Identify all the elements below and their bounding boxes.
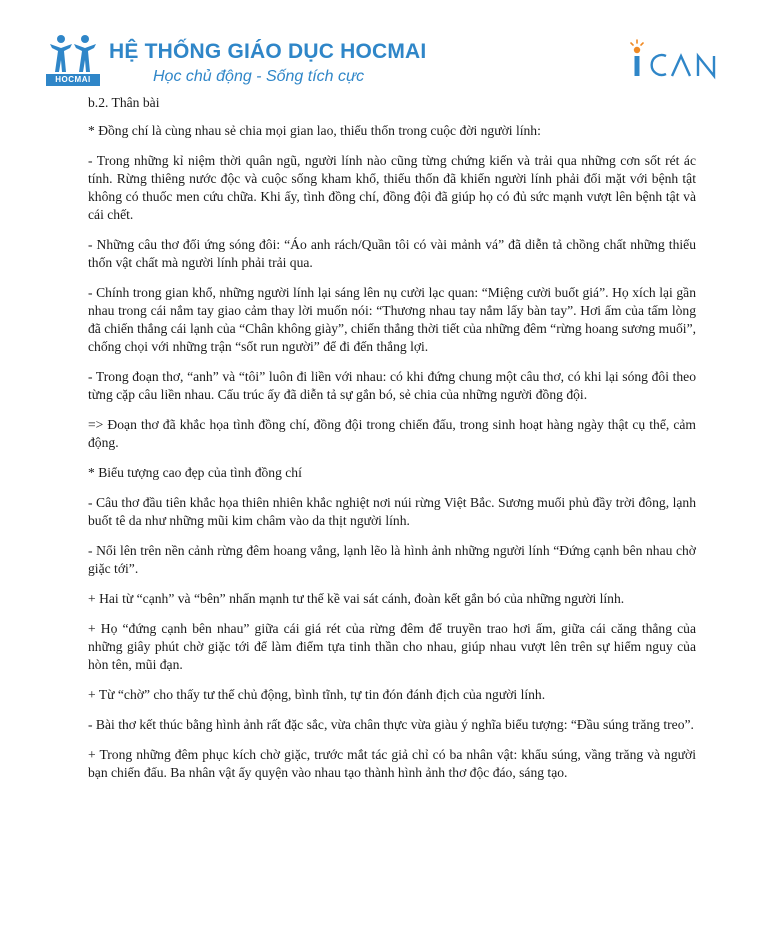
paragraph: - Câu thơ đầu tiên khắc họa thiên nhiên khắc nghiệt nơi núi rừng Việt Bắc. Sương muối phủ đầy trời đông, lạnh buốt tê da như những mũi kim châm vào da thịt người lính. xyxy=(88,495,696,528)
brand-slogan: Học chủ động - Sống tích cực xyxy=(153,68,365,85)
page-header xyxy=(0,0,780,92)
hocmai-logo xyxy=(46,34,102,86)
paragraph: * Biểu tượng cao đẹp của tình đồng chí xyxy=(88,465,302,480)
section-heading: b.2. Thân bài xyxy=(88,95,160,110)
paragraph: + Trong những đêm phục kích chờ giặc, trước mắt tác giả chỉ có ba nhân vật: khẩu súng, vầng trăng và người bạn chiến đấu. Ba nhân vật ấy quyện vào nhau tạo thành hình ảnh thơ độc đáo, sáng tạo. xyxy=(88,747,696,780)
hocmai-logo-label: HOCMAI xyxy=(46,74,100,86)
paragraph: + Từ “chờ” cho thấy tư thế chủ động, bình tĩnh, tự tin đón đánh địch của người lính. xyxy=(88,687,546,702)
paragraph: - Bài thơ kết thúc bằng hình ảnh rất đặc sắc, vừa chân thực vừa giàu ý nghĩa biểu tượng: “Đầu súng trăng treo”. xyxy=(88,717,694,732)
paragraph: - Những câu thơ đối ứng sóng đôi: “Áo anh rách/Quần tôi có vài mảnh vá” đã diễn tả chồng chất những thiếu thốn vật chất mà người lính phải trải qua. xyxy=(88,237,696,270)
ican-logo xyxy=(626,38,730,82)
paragraph: + Hai từ “cạnh” và “bên” nhấn mạnh tư thế kề vai sát cánh, đoàn kết gắn bó của những người lính. xyxy=(88,591,625,606)
paragraph: * Đồng chí là cùng nhau sẻ chia mọi gian lao, thiếu thốn trong cuộc đời người lính: xyxy=(88,123,541,138)
ican-logo-mark xyxy=(626,38,730,82)
paragraph: - Chính trong gian khổ, những người lính lại sáng lên nụ cười lạc quan: “Miệng cười buốt giá”. Họ xích lại gần nhau trong cái nắm tay giao cảm thay lời muốn nói: “Thương nhau tay nắm lấy bàn tay”. Hơi ấm của tấm lòng đã chiến thắng cái lạnh của “Chân không giày”, chiến thắng thời tiết của những đêm “rừng hoang sương muối”, chống chọi với những trận “sốt run người” để đi đến thắng lợi. xyxy=(88,285,696,354)
brand-title: HỆ THỐNG GIÁO DỤC HOCMAI xyxy=(109,40,427,63)
people-icon xyxy=(46,34,102,74)
document-body xyxy=(88,94,696,794)
paragraph: - Trong đoạn thơ, “anh” và “tôi” luôn đi liền với nhau: có khi đứng chung một câu thơ, có khi lại sóng đôi theo từng cặp câu liền nhau. Cấu trúc ấy đã diễn tả sự gắn bó, sẻ chia của những người đồng đội. xyxy=(88,369,696,402)
paragraph: => Đoạn thơ đã khắc họa tình đồng chí, đồng đội trong chiến đấu, trong sinh hoạt hàng ngày thật cụ thể, cảm động. xyxy=(88,417,696,450)
paragraph: + Họ “đứng cạnh bên nhau” giữa cái giá rét của rừng đêm để truyền trao hơi ấm, giữa cái căng thẳng của những giây phút chờ giặc tới để làm điểm tựa tinh thần cho nhau, giúp nhau vượt lên trên sự hiểm nguy của hòn tên, mũi đạn. xyxy=(88,621,696,672)
paragraph: - Trong những kỉ niệm thời quân ngũ, người lính nào cũng từng chứng kiến và trải qua những cơn sốt rét ác tính. Rừng thiêng nước độc và cuộc sống kham khổ, thiếu thốn đã khiến người lính phải đối mặt với bệnh tật không có thuốc men cứu chữa. Khi ấy, tình đồng chí, đồng đội đã giúp họ có đủ sức mạnh vượt lên bệnh tật và cái chết. xyxy=(88,153,696,222)
paragraph: - Nổi lên trên nền cảnh rừng đêm hoang vắng, lạnh lẽo là hình ảnh những người lính “Đứng cạnh bên nhau chờ giặc tới”. xyxy=(88,543,696,576)
